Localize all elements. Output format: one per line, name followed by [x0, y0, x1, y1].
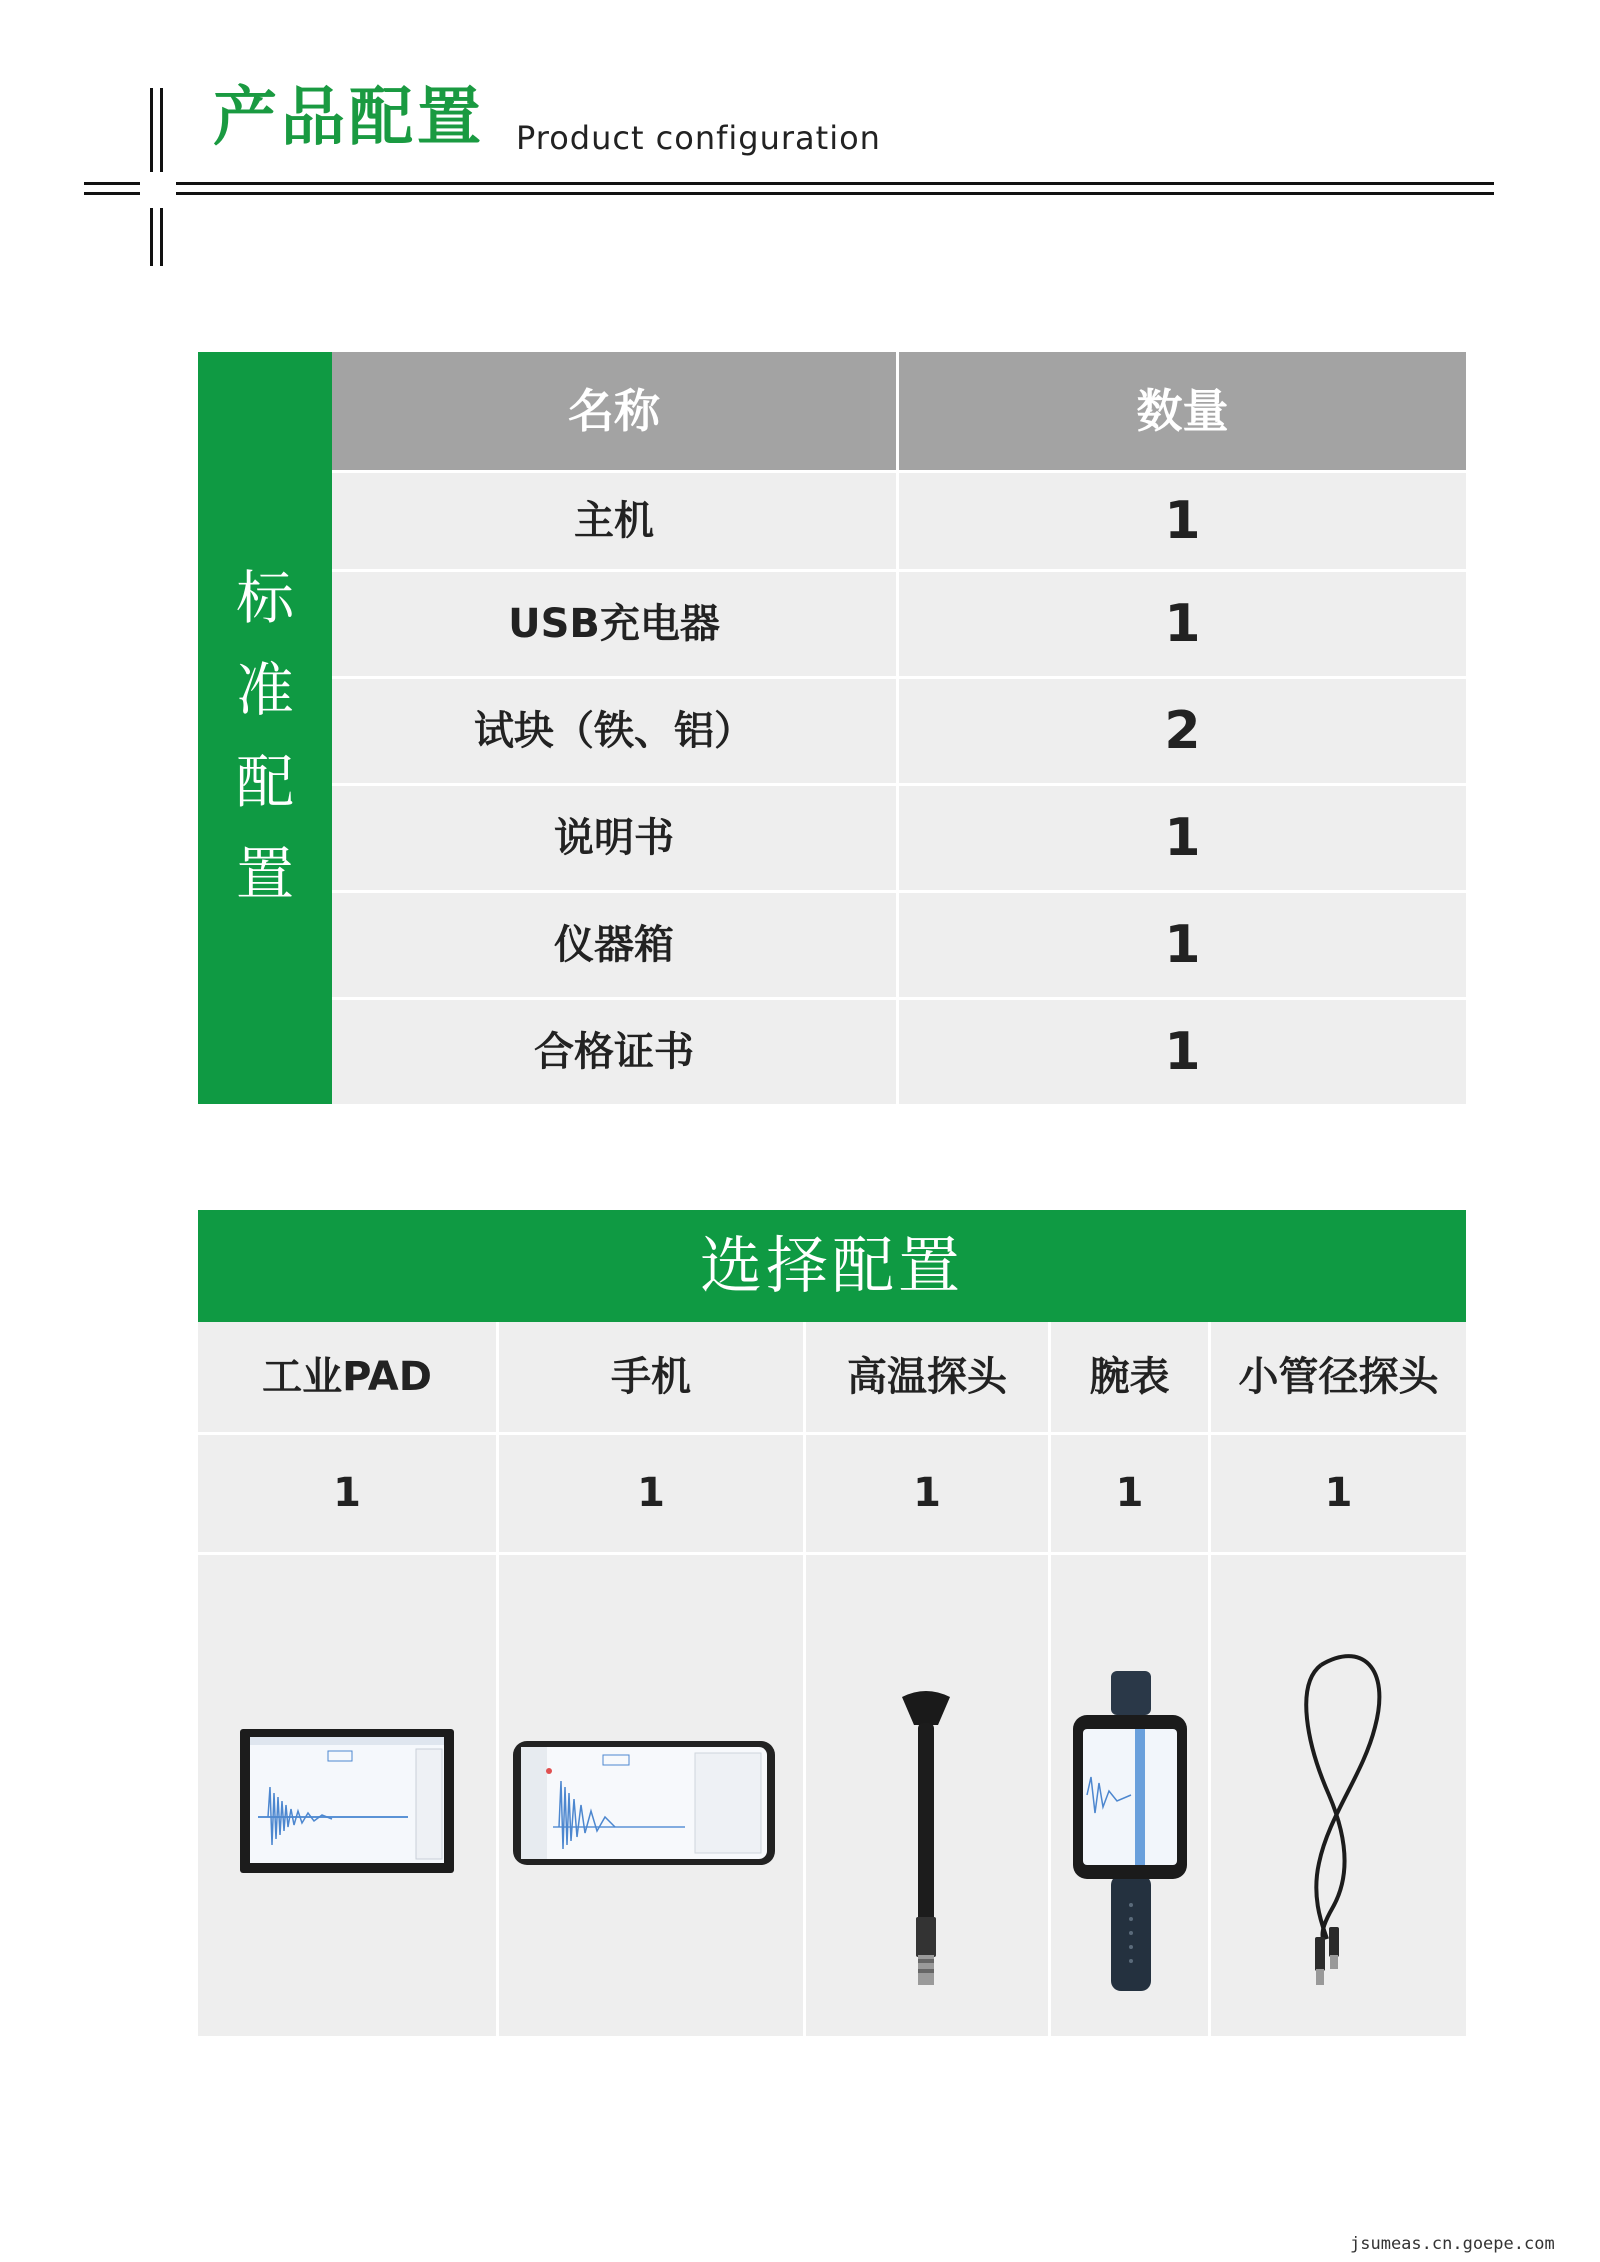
header-rule — [84, 182, 140, 185]
optional-item-column — [499, 1322, 803, 2036]
optional-item-image — [198, 1555, 496, 2036]
header-rule — [176, 192, 1494, 195]
tablet-icon — [198, 1555, 496, 2036]
item-name: 试块（铁、铝） — [474, 708, 754, 754]
column-header-name: 名称 — [568, 384, 660, 438]
item-name: 仪器箱 — [554, 922, 674, 968]
optional-config-title: 选择配置 — [198, 1210, 1466, 1322]
optional-item-column — [198, 1322, 496, 2036]
optional-item-image — [1211, 1555, 1466, 2036]
optional-item-qty: 1 — [637, 1470, 665, 1516]
side-label-char: 标 — [235, 564, 294, 632]
optional-item-image — [499, 1555, 803, 2036]
watch-icon — [1051, 1555, 1208, 2036]
item-name: USB充电器 — [508, 601, 720, 647]
item-qty: 1 — [1164, 915, 1201, 975]
optional-item-column — [1211, 1322, 1466, 2036]
optional-item-name: 工业PAD — [262, 1354, 432, 1400]
page-title: 产品配置 — [213, 81, 485, 155]
optional-item-column — [806, 1322, 1048, 2036]
item-name: 合格证书 — [534, 1029, 694, 1075]
side-label-char: 配 — [235, 748, 294, 816]
table-header — [332, 352, 1466, 470]
footer-site: jsumeas.cn.goepe.com — [1350, 2234, 1555, 2254]
table-row — [332, 1000, 1466, 1104]
header-vertical-line — [150, 208, 153, 266]
optional-item-image — [1051, 1555, 1208, 2036]
page-subtitle: Product configuration — [516, 119, 881, 157]
optional-config-table — [198, 1322, 1466, 2036]
side-label-char: 置 — [235, 840, 294, 908]
table-row — [332, 786, 1466, 890]
optional-item-column — [1051, 1322, 1208, 2036]
row-divider — [198, 1432, 1466, 1435]
item-qty: 1 — [1164, 594, 1201, 654]
table-row — [332, 473, 1466, 569]
phone-icon — [499, 1555, 803, 2036]
optional-item-qty: 1 — [1324, 1470, 1353, 1516]
item-qty: 1 — [1164, 491, 1201, 551]
table-row — [332, 893, 1466, 997]
table-row — [332, 572, 1466, 676]
side-label-char: 准 — [235, 656, 294, 724]
item-qty: 1 — [1164, 1022, 1201, 1082]
item-qty: 2 — [1164, 701, 1201, 761]
header-vertical-line — [160, 88, 163, 172]
header-vertical-line — [150, 88, 153, 172]
optional-item-name: 手机 — [611, 1354, 691, 1400]
optional-item-qty: 1 — [913, 1470, 941, 1516]
header-rule — [176, 182, 1494, 185]
item-name: 主机 — [574, 498, 654, 544]
optional-item-qty: 1 — [333, 1470, 361, 1516]
optional-item-name: 高温探头 — [847, 1354, 1007, 1400]
optional-item-name: 小管径探头 — [1238, 1354, 1439, 1400]
probe-icon — [806, 1555, 1048, 2036]
item-name: 说明书 — [554, 815, 674, 861]
optional-item-qty: 1 — [1115, 1470, 1144, 1516]
header-rule — [84, 192, 140, 195]
optional-item-image — [806, 1555, 1048, 2036]
row-divider — [198, 1552, 1466, 1555]
header-vertical-line — [160, 208, 163, 266]
column-header-qty: 数量 — [1136, 384, 1229, 438]
standard-config-side-panel — [198, 352, 332, 1104]
cable-probe-icon — [1211, 1555, 1466, 2036]
optional-item-name: 腕表 — [1089, 1354, 1170, 1400]
item-qty: 1 — [1164, 808, 1201, 868]
standard-config-label — [198, 552, 332, 920]
table-row — [332, 679, 1466, 783]
standard-config-table — [332, 352, 1466, 1104]
